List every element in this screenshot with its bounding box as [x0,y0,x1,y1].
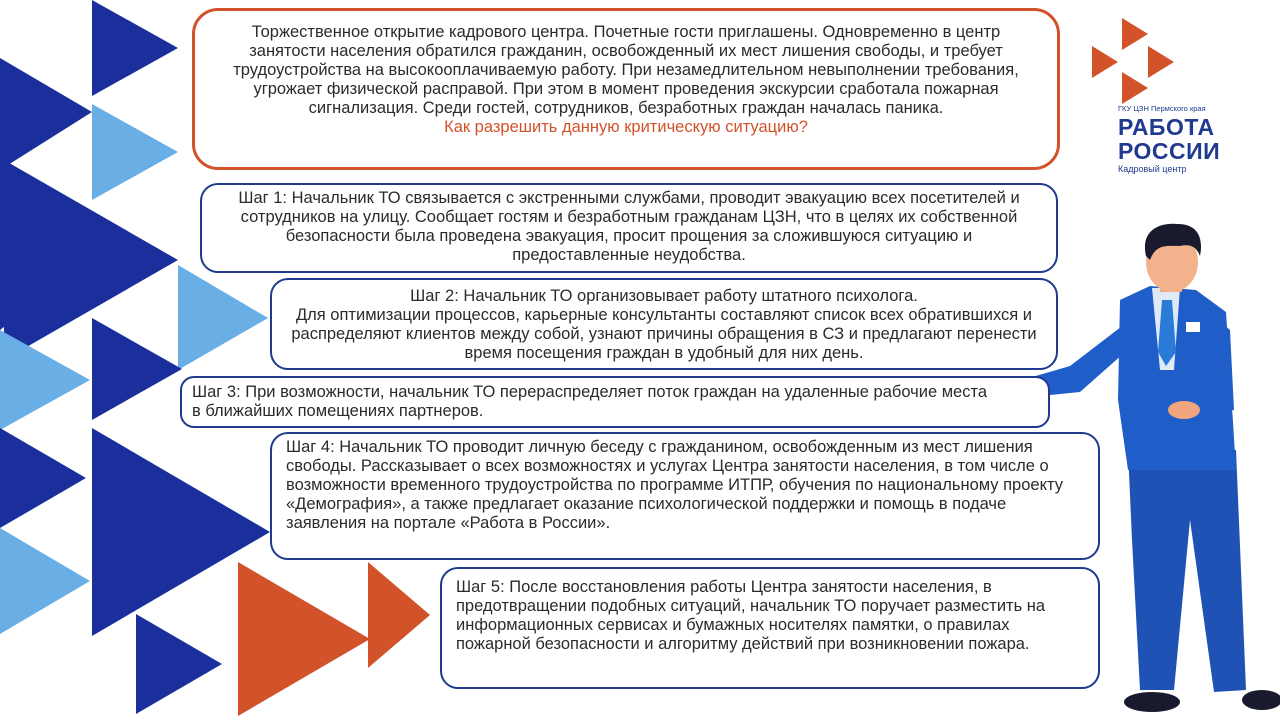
step-5-label: Шаг 5: [456,578,505,596]
step-5-text: После восстановления работы Центра занятости населения, в предотвращении подобных ситуаций, начальник ТО поручает разместить на информационных сервисах и бумажных носителях памятки, о правилах пожарной безопасности и алгоритму действий при возникновении пожара. [456,578,1046,653]
step-2-label: Шаг 2: [410,287,459,305]
shoe [1242,690,1280,710]
step-1-text: Начальник ТО связывается с экстренными службами, проводит эвакуацию всех посетителей и сотрудников на улицу. Сообщает гостям и безработным гражданам ЦЗН, что в целях их собственной безопасности была проведена эвакуация, просит прощения за сложившуюся ситуацию и предоставленные неудобства. [240,189,1020,264]
step-5-box [440,567,1100,689]
step-3-label: Шаг 3: [192,383,241,401]
step-3-box [180,376,1050,428]
logo [1090,18,1260,188]
logo-region: ГКУ ЦЗН Пермского края [1118,104,1206,113]
step-3-text: При возможности, начальник ТО перераспределяет поток граждан на удаленные рабочие места в ближайших помещениях партнеров. [192,383,988,420]
logo-brand-line1: РАБОТА [1118,114,1215,140]
step-2-text-2: Для оптимизации процессов, карьерные консультанты составляют список всех обратившихся и распределяют клиентов между собой, узнают причины обращения в СЗ и предлагают перенести время посещения граждан в удобный для них день. [291,306,1037,362]
step-4-box [270,432,1100,560]
triangle-large-dark [4,160,178,360]
triangle-light [92,104,178,200]
triangle-light [178,265,268,370]
shoe [1124,692,1180,712]
logo-brand-line2: РОССИИ [1118,138,1221,164]
step-1-label: Шаг 1: [238,189,287,207]
logo-brand [1118,115,1220,163]
scenario-question: Как разрешить данную критическую ситуацию? [444,118,808,136]
triangle-orange [368,562,430,668]
step-4-label: Шаг 4: [286,438,335,456]
triangle-light [0,330,90,430]
triangle-light [0,528,90,634]
hand [1168,401,1200,419]
scenario-box [192,8,1060,170]
step-2-text: Начальник ТО организовывает работу штатного психолога. [463,287,918,305]
step-2-box [270,278,1058,370]
step-1-box [200,183,1058,273]
triangle-dark [92,318,182,420]
triangle-dark [0,58,92,170]
triangle-dark [0,428,86,528]
badge [1186,322,1200,332]
trousers [1128,450,1246,692]
step-4-text: Начальник ТО проводит личную беседу с гражданином, освобожденным из мест лишения свободы. Рассказывает о всех возможностях и услугах Центра занятости населения, в том числе о возможности временного трудоустройства по программе ИТПР, обучения по национальному проекту «Демография», а также предлагает оказание психологической поддержки и помощь в подаче заявления на портале «Работа в России». [286,438,1063,532]
scenario-text: Торжественное открытие кадрового центра. Почетные гости приглашены. Одновременно в центр занятости населения обратился гражданин, освобожденный их мест лишения свободы, и требует трудоустройства на высокооплачиваемую работу. При незамедлительном невыполнении требования, угрожает физической расправой. При этом в момент проведения экскурсии сработала пожарная сигнализация. Среди гостей, сотрудников, безработных граждан началась паника. [233,23,1019,117]
triangle-orange [238,562,370,716]
triangle-dark [136,614,222,714]
logo-subtitle: Кадровый центр [1118,164,1187,174]
triangle-dark [92,0,178,96]
